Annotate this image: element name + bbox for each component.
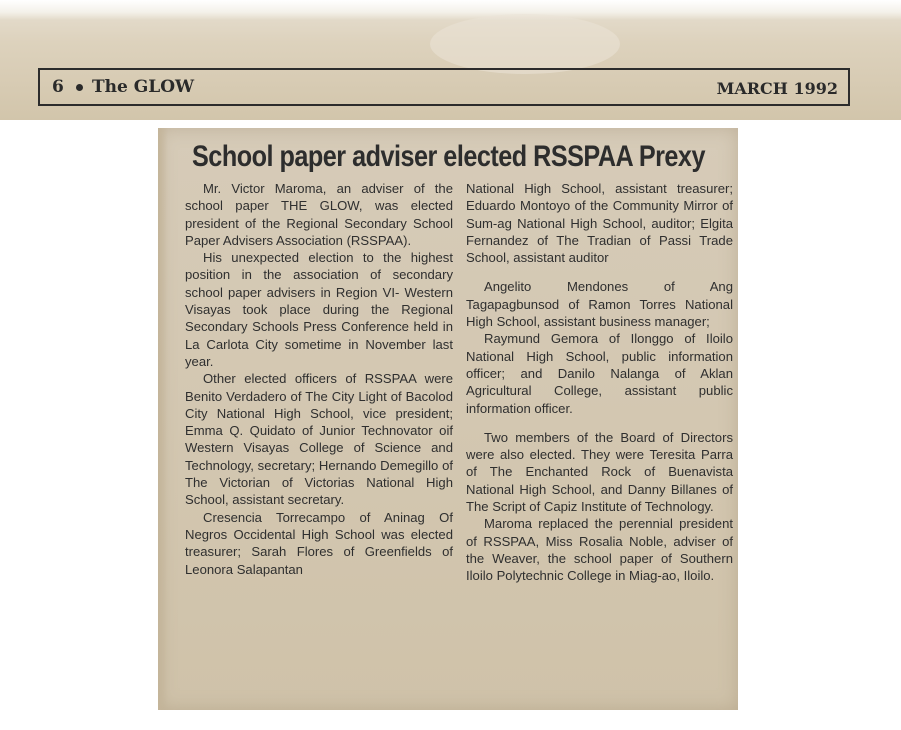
article-right-column [466,180,733,585]
masthead-bar [38,68,850,106]
paragraph: National High School, assistant treasurer; Eduardo Montoyo of the Community Mirror of Sum-ag National High School, auditor; Elgita Fernandez of The Tradian of Passi Trade School, assistant auditor [466,181,733,266]
paragraph: Raymund Gemora of Ilonggo of Iloilo National High School, public information officer; and Danilo Nalanga of Aklan Agricultural College, assistant public information officer. [466,331,733,416]
bullet-icon [76,84,83,91]
paragraph: His unexpected election to the highest position in the association of secondary school paper advisers in Region VI- Western Visayas took place during the Regional Secondary Schools Press Conference held in La Carlota City sometime in November last year. [185,250,453,369]
paragraph: Mr. Victor Maroma, an adviser of the school paper THE GLOW, was elected president of the Regional Secondary School Paper Advisers Association (RSSPAA). [185,181,453,248]
paper-name: The GLOW [92,77,195,97]
paragraph: Angelito Mendones of Ang Tagapagbunsod of Ramon Torres National High School, assistant business manager; [466,279,733,330]
paper-stain [430,14,620,74]
page-number: 6 [52,77,64,97]
issue-date: MARCH 1992 [716,79,838,98]
article-left-column [185,180,453,578]
torn-paper-edge [0,0,901,20]
paragraph: Cresencia Torrecampo of Aninag Of Negros Occidental High School was elected treasurer; Sarah Flores of Greenfields of Leonora Salapantan [185,509,453,577]
clipping-shadow-edge [158,128,168,710]
newspaper-clipping [158,128,738,710]
paragraph: Maroma replaced the perennial president of RSSPAA, Miss Rosalia Noble, adviser of the Weaver, the school paper of Southern Iloilo Polytechnic College in Miag-ao, Iloilo. [466,516,733,584]
paragraph: Other elected officers of RSSPAA were Benito Verdadero of The City Light of Bacolod City National High School, vice president; Emma Q. Quidato of Junior Technovator oif Western Visayas College of Science and Technology, secretary; Hernando Demegillo of The Victorian of Victorias National High School, assistant secretary. [185,371,453,508]
article-headline: School paper adviser elected RSSPAA Prexy [192,140,705,173]
page-header-strip [0,0,901,120]
paragraph: Two members of the Board of Directors were also elected. They were Teresita Parra of The Enchanted Rock of Buenavista National High School, and Danny Billanes of The Script of Capiz Institute of Technology. [466,429,733,515]
